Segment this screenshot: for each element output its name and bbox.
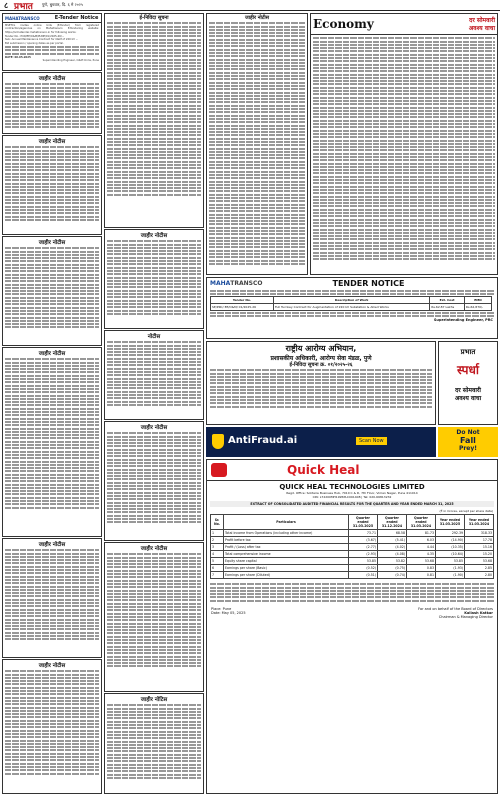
nhm-line-3: ई-निविदा सूचना क्र. ०१/२०२५-२६ xyxy=(289,362,353,368)
e-tender-body: MSETCL invites online bids (E-Tender) from registered contractors/agencies on Mahatransco E-Tendering website: https://srmetender.mahatransco.in for following works: xyxy=(5,24,99,34)
tender-cell: Full Turnkey Contract for Augmentation of 220 kV Substation & Allied Works xyxy=(273,304,429,311)
table-cell: Total comprehensive income xyxy=(224,551,349,558)
table-cell: 2.85 xyxy=(465,565,494,572)
quickheal-results xyxy=(206,459,498,794)
economy-section xyxy=(310,13,498,275)
table-cell: Profit / (Loss) after tax xyxy=(224,544,349,551)
table-cell: Earnings per share (Diluted) xyxy=(224,572,349,579)
table-cell: Equity share capital xyxy=(224,558,349,565)
public-notice-col2-d xyxy=(104,542,204,692)
table-cell: (4.08) xyxy=(378,551,407,558)
tender-col-2: Description of Work xyxy=(273,297,429,304)
quickheal-sign-3: Chairman & Managing Director xyxy=(438,615,493,620)
table-cell: (10.35) xyxy=(436,544,465,551)
col-q2: Quarter ended 31.12.2024 xyxy=(378,515,407,530)
mahatransco-logo-2: TRANSCO xyxy=(230,280,263,287)
quickheal-unit: (₹ in Crores, except per share data) xyxy=(439,509,493,513)
mahatransco-tender-notice xyxy=(206,277,498,339)
tender-cell: Rs.62,870/- xyxy=(464,304,491,311)
table-cell: 318.33 xyxy=(465,530,494,537)
table-cell: (0.52) xyxy=(349,565,378,572)
table-cell: (10.64) xyxy=(436,551,465,558)
quickheal-place: Place: Pune xyxy=(211,607,232,612)
e-tender-line-3: Bid submission / opening dates as per portal. xyxy=(5,41,64,45)
date-line: पुणे, बुधवार, दि. ६ मे २०२५ xyxy=(42,2,83,7)
table-cell: 17.78 xyxy=(465,537,494,544)
notice-heading: जाहीर नोटीस xyxy=(38,240,66,246)
table-cell: 53.82 xyxy=(378,558,407,565)
tag-1: Do Not xyxy=(456,429,480,436)
notice-heading: जाहीर नोटीस xyxy=(38,76,66,82)
table-cell: (3.67) xyxy=(349,537,378,544)
spardha-promo xyxy=(438,341,498,425)
public-notice-6 xyxy=(2,659,102,794)
antifraud-cta[interactable]: Scan Now xyxy=(356,437,387,445)
quickheal-address: Regd. Office: Solitaire Business Hub, 7010 C & D, 7th Floor, Viman Nagar, Pune 411014 xyxy=(286,491,418,495)
table-row xyxy=(211,572,494,579)
quickheal-sign-2: Kailash Katkar xyxy=(464,611,493,616)
table-cell: 3 xyxy=(211,544,224,551)
page-number: ८ xyxy=(4,1,9,10)
table-cell: 73.71 xyxy=(349,530,378,537)
e-tender-title: E-Tender Notice xyxy=(54,15,99,21)
nhm-line-2: प्रशासकीय अधिकारी, आरोग्य सेवा मंडळ, पुणे xyxy=(270,355,372,362)
table-cell: 6 xyxy=(211,565,224,572)
quickheal-sign-1: For and on behalf of the Board of Directors xyxy=(418,607,493,612)
table-cell: 4 xyxy=(211,551,224,558)
tender-cell: Rs.62.87 Lakhs xyxy=(430,304,465,311)
e-tender-line-1: Tender No.: PUR/EE/O&M/PUNE/01/2025-26/... xyxy=(5,35,65,38)
table-cell: 0.81 xyxy=(407,572,436,579)
table-cell: 292.39 xyxy=(436,530,465,537)
table-cell: 2 xyxy=(211,537,224,544)
public-notice-col2-c xyxy=(104,421,204,541)
tender-col-3: Est. Cost xyxy=(430,297,465,304)
table-cell: Profit before tax xyxy=(224,537,349,544)
table-row xyxy=(211,558,494,565)
table-cell: (1.93) xyxy=(436,565,465,572)
col-sr: Sr. No. xyxy=(211,515,224,530)
e-tender-line-2: Sub: Annual Maintenance Contract for O&M of 220 kV ... xyxy=(5,38,79,42)
table-row xyxy=(211,537,494,544)
table-row xyxy=(211,544,494,551)
table-cell: (2.93) xyxy=(349,551,378,558)
spardha-hindi-2: अवश्य वाचा xyxy=(454,395,482,402)
table-cell: 7 xyxy=(211,572,224,579)
e-tender-date: DATE: 06.05.2025 xyxy=(5,56,31,60)
col-y1: Year ended 31.03.2025 xyxy=(436,515,465,530)
tender-col-1: Tender No. xyxy=(211,297,274,304)
tender-notice-hindi xyxy=(104,13,204,228)
quickheal-logo-icon xyxy=(211,463,227,477)
table-cell: 1 xyxy=(211,530,224,537)
notice-heading: जाहीर नोटिस xyxy=(140,697,168,703)
tender-table xyxy=(210,296,492,311)
table-row xyxy=(211,551,494,558)
nhm-notice xyxy=(206,341,436,425)
table-cell: 81.73 xyxy=(407,530,436,537)
col-particulars: Particulars xyxy=(224,515,349,530)
tender-hindi-heading: ई-निविदा सूचना xyxy=(139,15,169,21)
results-table xyxy=(210,514,494,579)
table-cell: Total income from Operations (including other income) xyxy=(224,530,349,537)
table-cell: 4.35 xyxy=(407,551,436,558)
table-cell: 5 xyxy=(211,558,224,565)
col-y2: Year ended 31.03.2024 xyxy=(465,515,494,530)
table-cell: Earnings per share (Basic) xyxy=(224,565,349,572)
tender-footer: Superintending Engineer, PRC xyxy=(433,318,493,322)
mahatransco-logo: MAHATRANSCO xyxy=(5,15,40,21)
table-cell: 53.68 xyxy=(407,558,436,565)
notice-heading: जाहीर नोटीस xyxy=(140,425,168,431)
public-notice-col2-e xyxy=(104,693,204,794)
quickheal-date: Date: May 05, 2025 xyxy=(211,611,246,616)
table-cell: (4.02) xyxy=(378,544,407,551)
public-notice-3 xyxy=(2,236,102,346)
table-cell: (1.90) xyxy=(436,572,465,579)
shield-icon xyxy=(212,434,224,449)
notice-heading: जाहीर नोटीस xyxy=(38,663,66,669)
public-notice-1 xyxy=(2,72,102,134)
spardha-title: स्पर्धा xyxy=(457,363,479,377)
table-cell: (5.41) xyxy=(378,537,407,544)
public-notice-4 xyxy=(2,347,102,537)
table-cell: (0.75) xyxy=(378,565,407,572)
notice-heading: जाहीर नोटीस xyxy=(38,542,66,548)
public-notice-col2-b xyxy=(104,330,204,420)
quickheal-extract: EXTRACT OF CONSOLIDATED AUDITED FINANCIAL RESULTS FOR THE QUARTER AND YEAR ENDED MARCH 31, 2025 xyxy=(210,501,494,507)
table-cell: 68.58 xyxy=(378,530,407,537)
economy-hindi-1: दर सोमवारी xyxy=(469,17,495,24)
tender-cell: SE/PRC/ EE/O&M/ 01/2025-26 xyxy=(211,304,274,311)
e-tender-sign: Superintending Engineer, O&M Circle, Pune xyxy=(42,59,99,63)
tender-col-4: EMD xyxy=(464,297,491,304)
quickheal-tagline: Quick Heal xyxy=(287,463,360,477)
public-notice-col2-a xyxy=(104,229,204,329)
col-q3: Quarter ended 31.03.2024 xyxy=(407,515,436,530)
table-cell: 53.68 xyxy=(465,558,494,565)
antifraud-brand: AntiFraud.ai xyxy=(228,435,298,446)
table-cell: (0.74) xyxy=(378,572,407,579)
masthead xyxy=(0,0,500,11)
tag-3: Prey! xyxy=(458,445,478,452)
public-notice-5 xyxy=(2,538,102,658)
notice-heading: जाहीर नोटीस xyxy=(140,233,168,239)
notice-heading: जाहीर नोटीस xyxy=(38,351,66,357)
spardha-brand: प्रभात xyxy=(460,348,476,356)
table-cell: 0.83 xyxy=(407,565,436,572)
tag-2: Fall xyxy=(460,436,476,445)
antifraud-banner xyxy=(206,427,436,457)
public-notice-col3-a xyxy=(206,13,308,275)
table-cell: 53.85 xyxy=(436,558,465,565)
notice-heading: जाहीर नोटीस xyxy=(244,15,269,21)
quickheal-company: QUICK HEAL TECHNOLOGIES LIMITED xyxy=(279,483,425,491)
table-cell: (14.90) xyxy=(436,537,465,544)
table-cell: 53.85 xyxy=(349,558,378,565)
table-row xyxy=(211,565,494,572)
notice-heading: नोटीस xyxy=(147,334,161,340)
table-cell: 6.03 xyxy=(407,537,436,544)
spardha-hindi-1: दर सोमवारी xyxy=(455,387,481,394)
table-row xyxy=(211,530,494,537)
notice-heading: जाहीर नोटीस xyxy=(38,139,66,145)
economy-label: Economy xyxy=(313,17,374,31)
table-cell: 2.80 xyxy=(465,572,494,579)
table-cell: 4.44 xyxy=(407,544,436,551)
tender-title: TENDER NOTICE xyxy=(332,279,405,288)
antifraud-tag xyxy=(438,427,498,457)
notice-heading: जाहीर नोटीस xyxy=(140,546,168,552)
col-q1: Quarter ended 31.03.2025 xyxy=(349,515,378,530)
table-cell: 15.16 xyxy=(465,544,494,551)
quickheal-cin: CIN: L72200MH1995PLC091408 | Tel: 020-66813232 xyxy=(312,495,392,499)
nhm-line-1: राष्ट्रीय आरोग्य अभियान, xyxy=(285,344,357,353)
paper-name: प्रभात xyxy=(14,2,33,12)
economy-hindi-2: अवश्य वाचा xyxy=(468,25,495,32)
public-notice-2 xyxy=(2,135,102,235)
mahatransco-logo-1: MAHA xyxy=(210,280,231,287)
table-cell: (2.77) xyxy=(349,544,378,551)
table-cell: 15.20 xyxy=(465,551,494,558)
table-cell: (0.51) xyxy=(349,572,378,579)
e-tender-notice xyxy=(2,13,102,71)
